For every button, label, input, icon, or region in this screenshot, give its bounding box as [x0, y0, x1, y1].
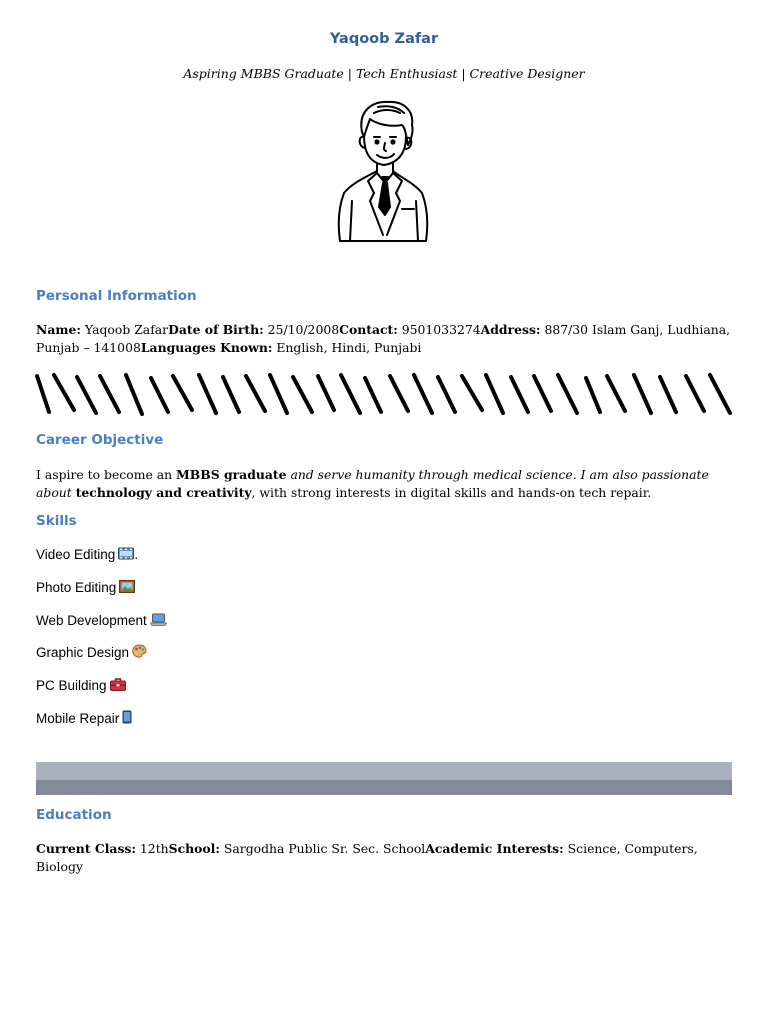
skill-label: Photo Editing: [36, 579, 117, 595]
academic-interests-label: Academic Interests:: [425, 841, 564, 856]
skill-suffix: .: [134, 547, 139, 562]
address-label: Address:: [480, 322, 541, 337]
career-objective-text: [36, 466, 736, 501]
languages-label: Languages Known:: [140, 339, 273, 355]
languages-value: English, Hindi, Punjabi: [272, 339, 422, 355]
skills-heading: Skills: [36, 513, 77, 529]
resume-tagline: Aspiring MBBS Graduate | Tech Enthusiast | Creative Designer: [183, 66, 585, 81]
skill-label: Video Editing: [36, 547, 116, 562]
career-text-2: , with strong interests in digital skills and hands-on tech repair.: [251, 484, 652, 500]
section-band-light: [36, 762, 732, 780]
artist-palette-icon: [132, 644, 147, 663]
career-bold-mbbs: MBBS graduate: [176, 467, 287, 482]
hand-drawn-hatch-divider: [34, 370, 734, 418]
career-italic-text: and serve humanity through medical science. I am also passionate about: [36, 467, 709, 500]
toolbox-icon: [110, 678, 126, 696]
name-label: Name:: [36, 322, 81, 337]
skill-label: Mobile Repair: [36, 710, 120, 726]
mobile-phone-icon: [122, 710, 132, 729]
skill-label: Web Development: [36, 612, 147, 628]
education-text: [36, 840, 736, 875]
personal-info-heading: Personal Information: [36, 288, 197, 304]
skills-list: [36, 546, 167, 743]
list-item: [36, 612, 167, 645]
name-value: Yaqoob Zafar: [80, 322, 169, 337]
list-item: [36, 677, 167, 710]
dob-label: Date of Birth:: [168, 322, 264, 337]
laptop-icon: [150, 613, 167, 631]
address-value: 887/30 Islam Ganj, Ludhiana, Punjab – 141008: [36, 322, 731, 355]
list-item: [36, 710, 167, 743]
school-value: Sargodha Public Sr. Sec. School: [219, 841, 426, 856]
contact-label: Contact:: [339, 322, 398, 337]
skill-label: Graphic Design: [36, 645, 130, 661]
list-item: [36, 579, 167, 612]
film-frames-icon: [118, 547, 134, 565]
list-item: [36, 546, 167, 579]
career-objective-heading: Career Objective: [36, 432, 164, 448]
school-label: School:: [168, 841, 220, 856]
section-band-dark: [36, 780, 732, 795]
current-class-value: 12th: [135, 841, 169, 856]
personal-info-text: [36, 321, 736, 356]
academic-interests-value: Science, Computers, Biology: [36, 841, 698, 874]
career-bold-tech: technology and creativity: [75, 484, 252, 500]
current-class-label: Current Class:: [36, 841, 136, 856]
education-heading: Education: [36, 807, 112, 823]
skill-label: PC Building: [36, 678, 107, 694]
dob-value: 25/10/2008: [263, 322, 340, 337]
framed-picture-icon: [119, 580, 135, 598]
cartoon-doctor-avatar-icon: [330, 97, 436, 247]
list-item: [36, 644, 167, 677]
resume-name: Yaqoob Zafar: [329, 31, 439, 47]
contact-value: 9501033274: [397, 322, 481, 337]
career-text-1: I aspire to become an: [36, 467, 177, 482]
